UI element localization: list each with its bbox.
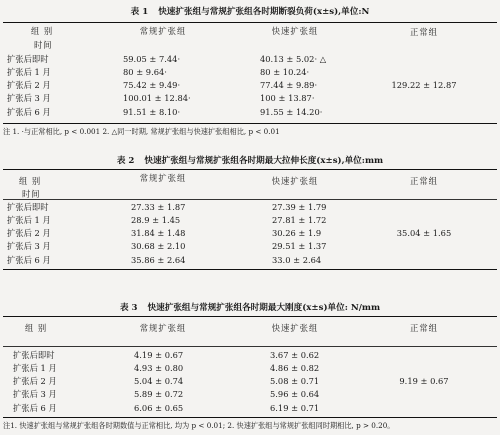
table2-row-label: 扩张后 2 月	[7, 228, 51, 238]
table1-caption	[0, 5, 500, 17]
table3-caption	[0, 301, 500, 313]
table1-row-label: 扩张后即时	[7, 54, 49, 64]
table2-rapid-value: 30.26 ± 1.9	[272, 228, 322, 238]
table3-conventional-value: 4.19 ± 0.67	[134, 350, 184, 360]
table2-number: 表 2	[116, 156, 135, 166]
table1-number: 表 1	[130, 7, 149, 17]
table1-rapid-value: 80 ± 10.24·	[260, 67, 310, 77]
table1-rapid-value: 100 ± 13.87·	[260, 93, 315, 103]
table3-normal-value: 9.19 ± 0.67	[399, 376, 449, 386]
table2-title: 快速扩张组与常规扩张组各时期最大拉伸长度(x±s),单位:mm	[144, 156, 384, 166]
table1-header-conventional: 常规扩张组	[139, 26, 187, 36]
table3-header-rapid: 快速扩张组	[271, 323, 319, 333]
table2-header-time: 时间	[22, 189, 41, 199]
table3-conventional-value: 4.93 ± 0.80	[134, 363, 184, 373]
table3-header-normal: 正常组	[410, 323, 438, 333]
table2-rapid-value: 27.39 ± 1.79	[272, 202, 327, 212]
table1-row-label: 扩张后 6 月	[7, 107, 51, 117]
table2-header-group: 组 别	[19, 176, 42, 186]
table2-header-normal: 正常组	[410, 176, 438, 186]
table3-header-rule	[3, 346, 497, 347]
table3-row-label: 扩张后 3 月	[13, 389, 57, 399]
table1-conventional-value: 100.01 ± 12.84·	[123, 93, 191, 103]
table3-row-label: 扩张后 2 月	[13, 376, 57, 386]
table2-row-label: 扩张后 6 月	[7, 255, 51, 265]
table2-rapid-value: 33.0 ± 2.64	[272, 255, 322, 265]
table3-conventional-value: 6.06 ± 0.65	[134, 403, 184, 413]
table1-row-label: 扩张后 2 月	[7, 80, 51, 90]
table2-conventional-value: 31.84 ± 1.48	[131, 228, 186, 238]
table1-rapid-value: 91.55 ± 14.20·	[260, 107, 323, 117]
table2-header-rapid: 快速扩张组	[271, 176, 319, 186]
table2-conventional-value: 28.9 ± 1.45	[131, 215, 181, 225]
table1-row-label: 扩张后 1 月	[7, 67, 51, 77]
table2-conventional-value: 30.68 ± 2.10	[131, 241, 186, 251]
table2-row-label: 扩张后 1 月	[7, 215, 51, 225]
table3-rapid-value: 3.67 ± 0.62	[270, 350, 320, 360]
table3-conventional-value: 5.04 ± 0.74	[134, 376, 184, 386]
table1	[3, 22, 497, 124]
table3-header-group: 组 别	[25, 323, 48, 333]
table1-note: 注 1. ·与正常相比, p < 0.001 2. △同一时期, 常规扩张组与快速扩张组相比, p < 0.01	[3, 127, 280, 136]
table1-row-label: 扩张后 3 月	[7, 93, 51, 103]
table3-rapid-value: 6.19 ± 0.71	[270, 403, 320, 413]
table1-conventional-value: 75.42 ± 9.49·	[123, 80, 181, 90]
table1-header-normal: 正常组	[410, 27, 438, 37]
table1-conventional-value: 91.51 ± 8.10·	[123, 107, 181, 117]
table1-header-group: 组 别	[31, 26, 54, 36]
table1-rapid-value: 77.44 ± 9.89·	[260, 80, 318, 90]
table2-normal-value: 35.04 ± 1.65	[396, 228, 452, 238]
table2-row-label: 扩张后即时	[7, 202, 49, 212]
table3-header-conventional: 常规扩张组	[139, 323, 187, 333]
table3-title: 快速扩张组与常规扩张组各时期最大刚度(x±s)单位: N/mm	[147, 303, 381, 313]
table3-conventional-value: 5.89 ± 0.72	[134, 389, 184, 399]
table3-row-label: 扩张后 1 月	[13, 363, 57, 373]
table3	[3, 316, 497, 418]
table1-title: 快速扩张组与常规扩张组各时期断裂负荷(x±s),单位:N	[158, 7, 370, 17]
table2-header-conventional: 常规扩张组	[139, 173, 187, 183]
table2-row-label: 扩张后 3 月	[7, 241, 51, 251]
table3-rapid-value: 4.86 ± 0.82	[270, 363, 320, 373]
table3-number: 表 3	[119, 303, 138, 313]
table1-header-rapid: 快速扩张组	[271, 26, 319, 36]
table1-rapid-value: 40.13 ± 5.02· △	[260, 54, 327, 64]
table2-conventional-value: 27.33 ± 1.87	[131, 202, 186, 212]
table1-normal-value: 129.22 ± 12.87	[391, 80, 457, 90]
table2-rapid-value: 27.81 ± 1.72	[272, 215, 327, 225]
table3-note: 注1. 快速扩张组与常规扩张组各时期数值与正常相比, 均为 p < 0.01; 2. 快速扩张组与常规扩张组同时期相比, p > 0.20。	[3, 421, 395, 430]
table1-conventional-value: 59.05 ± 7.44·	[123, 54, 181, 64]
table3-row-label: 扩张后 6 月	[13, 403, 57, 413]
table2-caption	[0, 154, 500, 166]
table3-rapid-value: 5.96 ± 0.64	[270, 389, 320, 399]
table3-row-label: 扩张后即时	[13, 350, 55, 360]
table3-rapid-value: 5.08 ± 0.71	[270, 376, 320, 386]
table1-conventional-value: 80 ± 9.64·	[123, 67, 167, 77]
table2-header-rule	[3, 199, 497, 200]
table2-conventional-value: 35.86 ± 2.64	[131, 255, 186, 265]
table2	[3, 169, 497, 270]
table1-header-time: 时间	[34, 40, 53, 50]
table2-rapid-value: 29.51 ± 1.37	[272, 241, 327, 251]
